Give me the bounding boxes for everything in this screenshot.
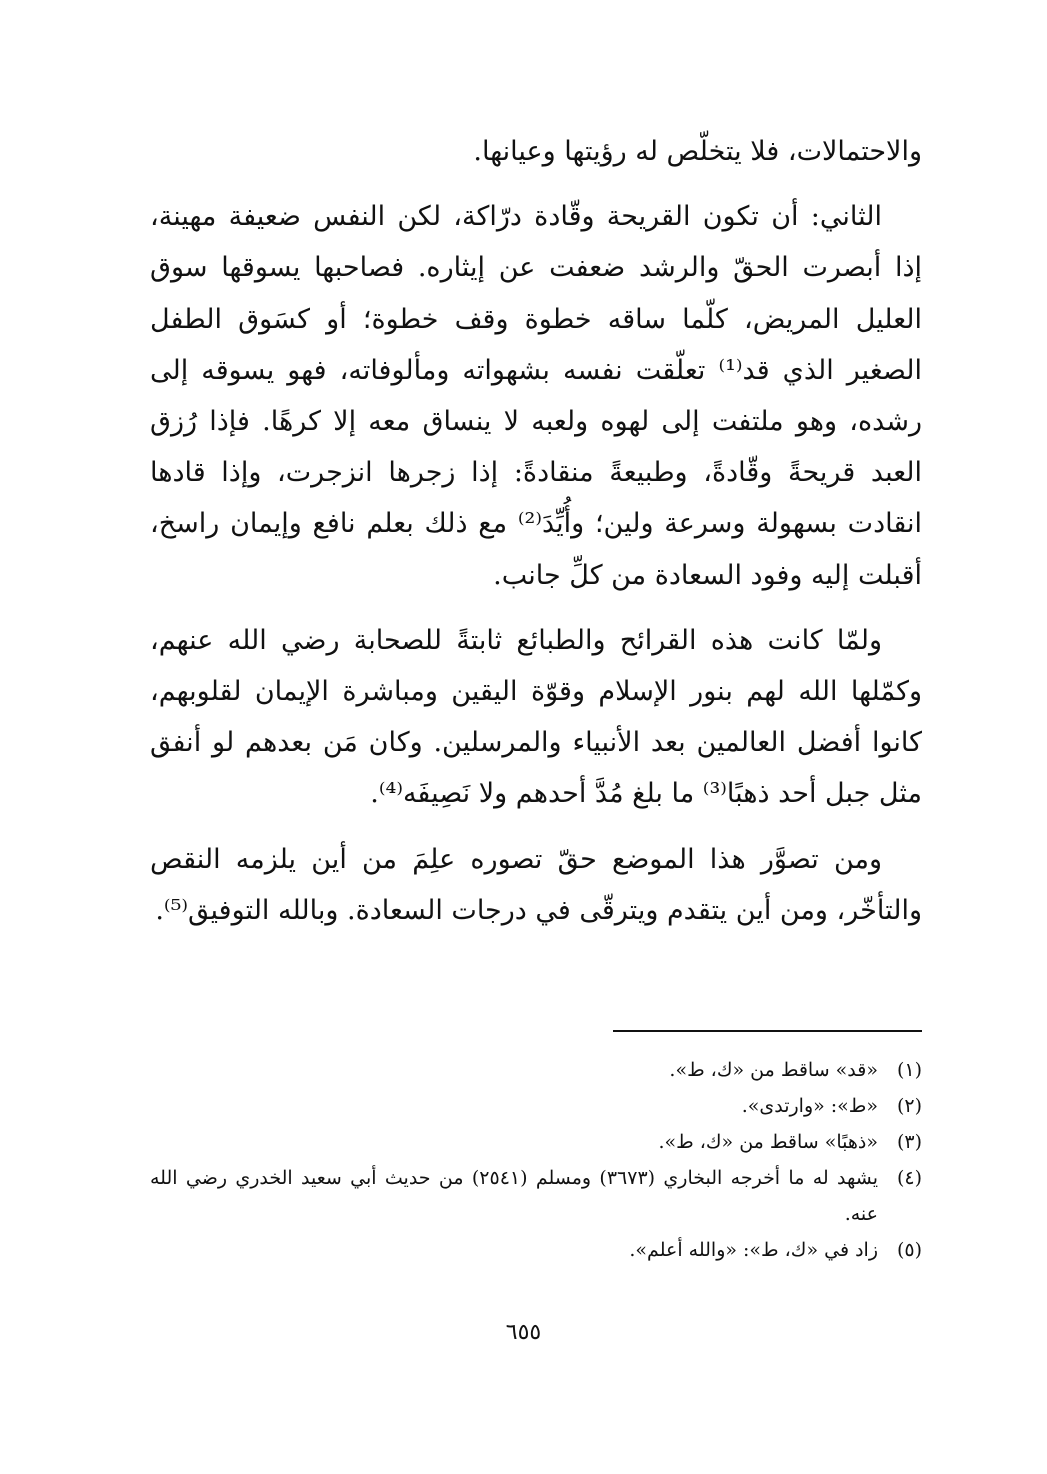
footnote-number: (٢) bbox=[896, 1095, 922, 1117]
paragraph-conclusion: ومن تصوَّر هذا الموضع حقّ تصوره علِمَ من أين يلزمه النقص والتأخّر، ومن أين يتقدم ويترقّى في درجات السعادة. وبالله التوفيق⁽⁵⁾. bbox=[150, 843, 922, 926]
main-text bbox=[150, 126, 922, 936]
footnote-number: (٥) bbox=[896, 1239, 922, 1261]
footnote-item bbox=[150, 1124, 922, 1160]
footnote-item bbox=[150, 1088, 922, 1124]
page-number: ٦٥٥ bbox=[505, 1320, 542, 1345]
footnotes bbox=[150, 1052, 922, 1268]
footnote-item bbox=[150, 1052, 922, 1088]
footnote-divider bbox=[613, 1030, 922, 1032]
paragraph-continuation: والاحتمالات، فلا يتخلّص له رؤيتها وعيانها. bbox=[473, 136, 922, 167]
footnote-item bbox=[150, 1160, 922, 1232]
paragraph-companions: ولمّا كانت هذه القرائح والطبائع ثابتةً للصحابة رضي الله عنهم، وكمّلها الله لهم بنور الإسلام وقوّة اليقين ومباشرة الإيمان لقلوبهم، كانوا أفضل العالمين بعد الأنبياء والمرسلين. وكان مَن بعدهم لو أنفق مثل جبل أحد ذهبًا⁽³⁾ ما بلغ مُدَّ أحدهم ولا نَصِيفَه⁽⁴⁾. bbox=[150, 624, 922, 810]
footnote-number: (٤) bbox=[896, 1167, 922, 1189]
footnote-text: «ذهبًا» ساقط من «ك، ط». bbox=[658, 1131, 878, 1153]
footnote-number: (٣) bbox=[896, 1131, 922, 1153]
footnote-number: (١) bbox=[896, 1059, 922, 1081]
footnote-text: يشهد له ما أخرجه البخاري (٣٦٧٣) ومسلم (٢٥٤١) من حديث أبي سعيد الخدري رضي الله عنه. bbox=[150, 1167, 878, 1225]
paragraph-second-case: الثاني: أن تكون القريحة وقّادة درّاكة، لكن النفس ضعيفة مهينة، إذا أبصرت الحقّ والرشد ضعفت عن إيثاره. فصاحبها يسوقها سوق العليل المريض، كلّما ساقه خطوة وقف خطوة؛ أو كسَوق الطفل الصغير الذي قد⁽¹⁾ تعلّقت نفسه بشهواته ومألوفاته، فهو يسوقه إلى رشده، وهو ملتفت إلى لهوه ولعبه لا ينساق معه إلا كرهًا. فإذا رُزق العبد قريحةً وقّادةً، وطبيعةً منقادةً: إذا زجرها انزجرت، وإذا قادها انقادت بسهولة وسرعة ولين؛ وأُيِّدَ⁽²⁾ مع ذلك بعلم نافع وإيمان راسخ، أقبلت إليه وفود السعادة من كلِّ جانب. bbox=[150, 201, 922, 591]
footnote-text: زاد في «ك، ط»: «والله أعلم». bbox=[629, 1239, 878, 1261]
footnote-text: «قد» ساقط من «ك، ط». bbox=[669, 1059, 878, 1081]
footnote-text: «ط»: «وارتدى». bbox=[741, 1095, 878, 1117]
footnote-item bbox=[150, 1232, 922, 1268]
